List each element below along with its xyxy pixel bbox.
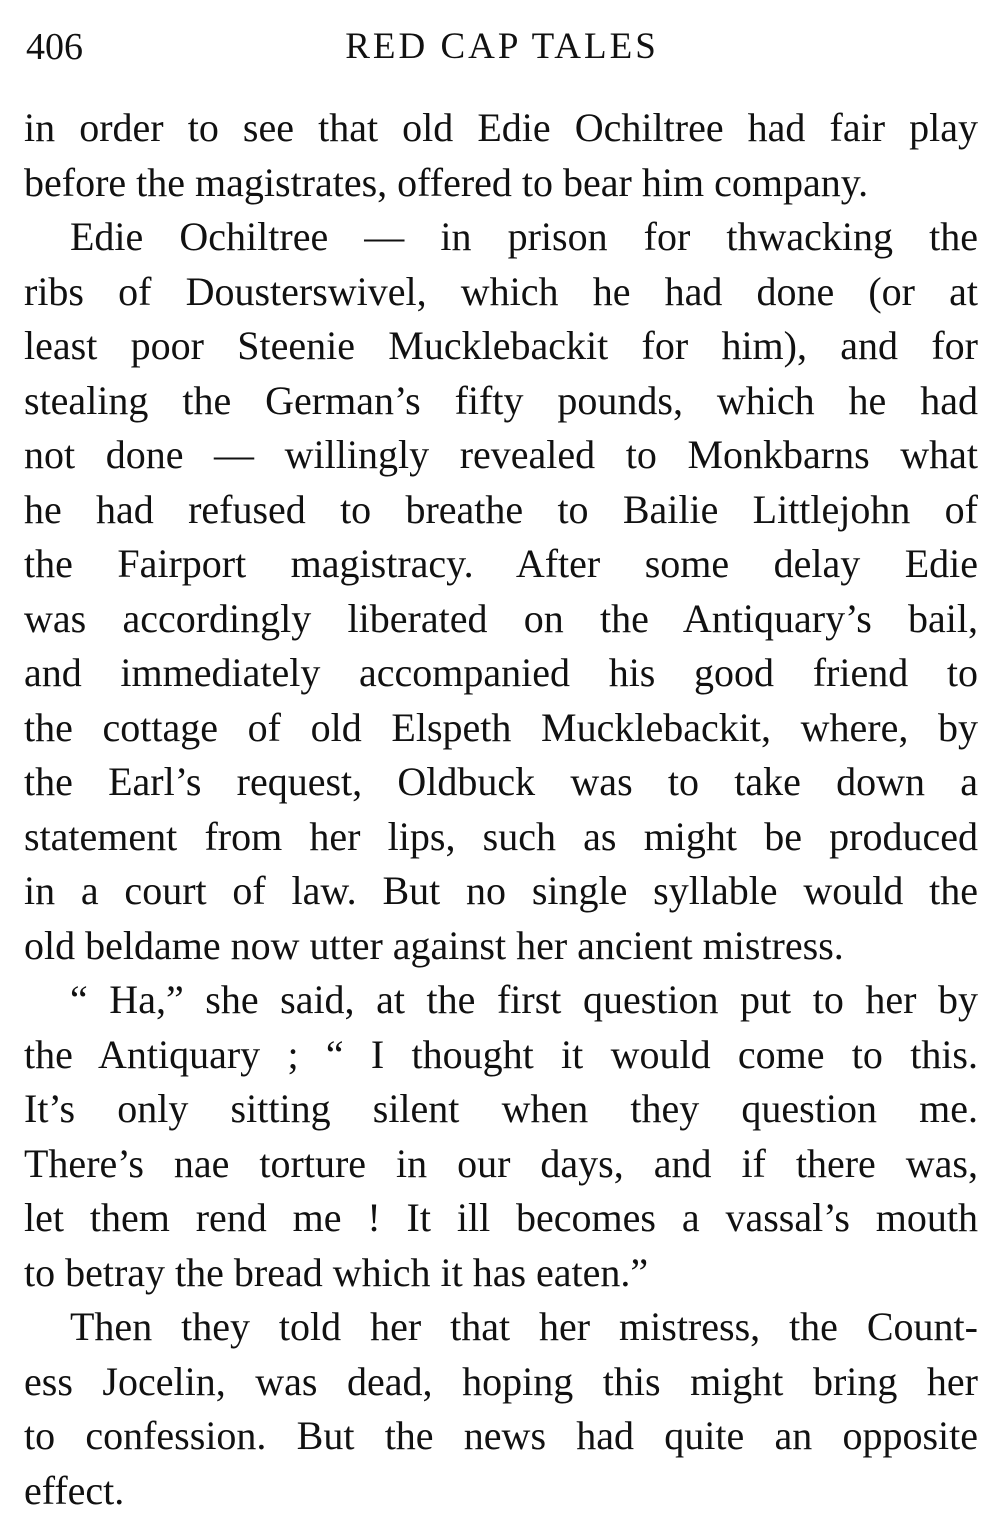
text-line: the cottage of old Elspeth Mucklebackit, where, by [24,701,978,756]
text-line: let them rend me ! It ill becomes a vassal’s mouth [24,1191,978,1246]
text-line: old beldame now utter against her ancient mistress. [24,919,978,974]
page-number: 406 [26,22,83,72]
text-line: the Fairport magistracy. After some delay Edie [24,537,978,592]
text-line: not done — willingly revealed to Monkbarns what [24,428,978,483]
text-line: There’s nae torture in our days, and if there was, [24,1137,978,1192]
text-line: he had refused to breathe to Bailie Littlejohn of [24,483,978,538]
text-line: and immediately accompanied his good friend to [24,646,978,701]
page-header [26,22,978,72]
text-line: It’s only sitting silent when they question me. [24,1082,978,1137]
text-line: to confession. But the news had quite an opposite [24,1409,978,1464]
text-line: Then they told her that her mistress, the Count- [24,1300,978,1355]
text-line: “ Ha,” she said, at the first question put to her by [24,973,978,1028]
text-line: the Earl’s request, Oldbuck was to take down a [24,755,978,810]
text-line: to betray the bread which it has eaten.” [24,1246,978,1301]
text-line: in a court of law. But no single syllable would the [24,864,978,919]
text-line: was accordingly liberated on the Antiquary’s bail, [24,592,978,647]
text-line: ess Jocelin, was dead, hoping this might bring her [24,1355,978,1410]
text-line: effect. [24,1464,978,1518]
text-line: statement from her lips, such as might be produced [24,810,978,865]
running-head: RED CAP TALES [26,22,978,72]
text-line: in order to see that old Edie Ochiltree had fair play [24,101,978,156]
text-line: least poor Steenie Mucklebackit for him), and for [24,319,978,374]
text-line: stealing the German’s fifty pounds, which he had [24,374,978,429]
text-line: Edie Ochiltree — in prison for thwacking the [24,210,978,265]
text-line: ribs of Dousterswivel, which he had done (or at [24,265,978,320]
text-line: before the magistrates, offered to bear him company. [24,156,978,211]
body-text [24,101,978,1518]
text-line: the Antiquary ; “ I thought it would come to this. [24,1028,978,1083]
